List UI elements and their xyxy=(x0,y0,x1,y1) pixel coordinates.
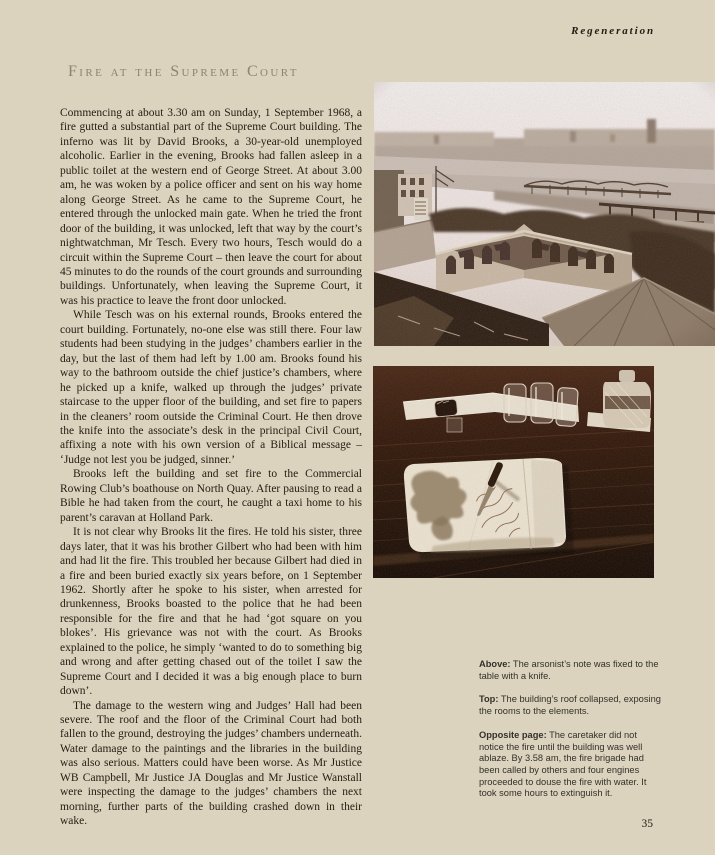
caption-top xyxy=(479,694,663,717)
note-photo-illustration xyxy=(373,366,654,578)
body-paragraph: Commencing at about 3.30 am on Sunday, 1 September 1968, a fire gutted a substantial part of the Supreme Court building. The inferno was lit by David Brooks, a 30-year-old unemployed alcoholic. Earlier in the evening, Brooks had fallen asleep in a public toilet at the western end of George Street. At about 3.00 am, he was woken by a police officer and sent on his way home along George Street. As he came to the Supreme Court, he entered through the unlocked main gate. When he tried the front door of the building, it was unlocked, left that way by the court’s nightwatchman, Mr Tesch. Every two hours, Tesch would do a circuit within the Supreme Court – then leave the court for about 45 minutes to do the rounds of the court grounds and surrounding buildings. Unfortunately, when leaving the Supreme Court, it was his practice to leave the front door unlocked. xyxy=(60,107,362,307)
caption-column xyxy=(479,659,663,812)
note-photo xyxy=(373,366,654,578)
body-text-column xyxy=(60,106,362,829)
caption-text: The building’s roof collapsed, exposing the rooms to the elements. xyxy=(479,694,661,717)
caption-label: Opposite page: xyxy=(479,729,547,740)
running-header: Regeneration xyxy=(571,25,655,37)
page-title: Fire at the Supreme Court xyxy=(68,63,299,80)
body-paragraph: Brooks left the building and set fire to the Commercial Rowing Club’s boathouse on North Quay. After pausing to read a Bible he had taken from the court, he caught a taxi home to his parent’s caravan at Holland Park. xyxy=(60,468,362,524)
caption-above xyxy=(479,659,663,682)
body-paragraph: It is not clear why Brooks lit the fires. He told his sister, three days later, that it was his brother Gilbert who had been with him and had lit the fire. This troubled her because Gilbert had died in a fire and been buried exactly six years before, on 1 September 1962. Shortly after he spoke to his sister, when arrested for drunkenness, Brooks boasted to the police that he had been responsible for the fire and that he had ‘got square on you blokes’. His grievance was not with the court. As Brooks explained to the police, he simply ‘wanted to do to something big and wrong and after getting chased out of the toilet I saw the Supreme Court and I decided it was a big enough place to burn down’. xyxy=(60,526,362,698)
body-paragraph: While Tesch was on his external rounds, Brooks entered the court building. Fortunately, no-one else was still there. Four law students had been studying in the judges’ chambers earlier in the day, but the last of them had left by 1.00 am. Brooks found his way to the bathroom outside the chief justice’s chambers, where he picked up a knife, walked up through the judges’ private staircase to the upper floor of the building, and set fire to papers in the cleaners’ room outside the Criminal Court. He then drove the knife into the associate’s desk in the principal Civil Court, affixing a note with his own version of a Biblical message – ‘Judge not lest you be judged, sinner.’ xyxy=(60,309,362,466)
aerial-photo-illustration xyxy=(374,82,715,346)
caption-opposite-page xyxy=(479,730,663,800)
caption-label: Above: xyxy=(479,659,511,669)
aerial-photo xyxy=(374,82,715,346)
caption-text: The caretaker did not notice the fire until the building was well ablaze. By 3.58 am, the fire brigade had been called by others and four engines proceeded to douse the fire with water. It took some hours to extinguish it. xyxy=(479,729,647,799)
body-paragraph: The damage to the western wing and Judges’ Hall had been severe. The roof and the floor of the Criminal Court had both fallen to the ground, destroying the judges’ chambers underneath. Water damage to the paintings and the libraries in the building was also serious. Matters could have been worse. As Mr Justice WB Campbell, Mr Justice JA Douglas and Mr Justice Wanstall were inspecting the damage to the judges’ chambers the next morning, further parts of the building crashed down in their wake. xyxy=(60,699,362,828)
caption-text: The arsonist’s note was fixed to the table with a knife. xyxy=(479,659,659,681)
page-number: 35 xyxy=(641,818,653,830)
caption-label: Top: xyxy=(479,694,499,705)
